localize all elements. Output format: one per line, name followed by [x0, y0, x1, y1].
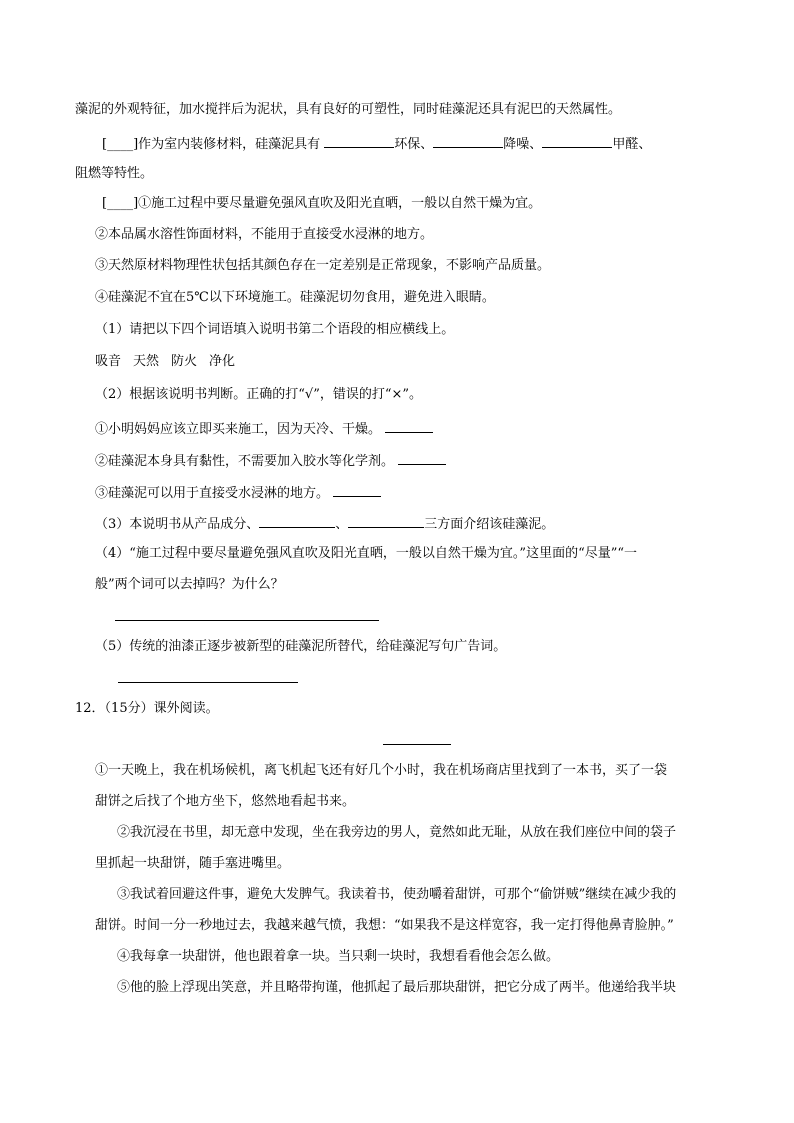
question-2: （2）根据该说明书判断。正确的打“√”，错误的打“×”。	[95, 387, 423, 402]
question-5: （5）传统的油漆正逐步被新型的硅藻泥所替代，给硅藻泥写句广告词。	[95, 639, 507, 654]
question-2-b: ②硅藻泥本身具有黏性，不需要加入胶水等化学剂。	[95, 450, 794, 471]
story-paragraph-5: ⑤他的脸上浮现出笑意，并且略带拘谨，他抓起了最后那块甜饼，把它分成了两半。他递给我半块	[117, 980, 677, 995]
story-paragraph-1-line2: 甜饼之后找了个地方坐下，悠然地看起书来。	[95, 794, 356, 809]
word-list	[95, 353, 794, 371]
features-paragraph-line2: 阻燃等特性。	[75, 166, 154, 181]
story-paragraph-2-line2: 里抓起一块甜饼，随手塞进嘴里。	[95, 856, 291, 871]
care-item-1: [____]①施工过程中要尽量避免强风直吹及阳光直晒，一般以自然干燥为宜。	[102, 196, 542, 211]
question-3: （3）本说明书从产品成分、 、 三方面介绍该硅藻泥。	[95, 513, 794, 534]
feature-blank-3[interactable]	[542, 133, 612, 148]
story-title-blank[interactable]	[383, 744, 451, 745]
feature-blank-2[interactable]	[433, 133, 503, 148]
answer-blank-2a[interactable]	[385, 418, 433, 433]
answer-blank-3b[interactable]	[348, 513, 424, 528]
story-paragraph-3-line2: 甜饼。时间一分一秒地过去，我越来越气愤，我想：“如果我不是这样宽容，我一定打得他鼻青脸肿。”	[95, 918, 674, 933]
answer-line-5[interactable]	[118, 682, 298, 683]
story-paragraph-2-line1: ②我沉浸在书里，却无意中发现，坐在我旁边的男人，竟然如此无耻，从放在我们座位中间的袋子	[117, 825, 677, 840]
story-paragraph-1-line1: ①一天晚上，我在机场候机，离飞机起飞还有好几个小时，我在机场商店里找到了一本书，买了一袋	[95, 763, 668, 778]
answer-blank-2c[interactable]	[333, 482, 381, 497]
care-item-4: ④硅藻泥不宜在5℃以下环境施工。硅藻泥切勿食用，避免进入眼睛。	[95, 290, 495, 305]
question-4-line2: 般”两个词可以去掉吗？为什么？	[95, 577, 284, 592]
section-12-heading: 12．（15分）课外阅读。	[75, 701, 219, 716]
story-paragraph-4: ④我每拿一块甜饼，他也跟着拿一块。当只剩一块时，我想看看他会怎么做。	[117, 949, 560, 964]
intro-paragraph: 藻泥的外观特征，加水搅拌后为泥状，具有良好的可塑性，同时硅藻泥还具有泥巴的天然属性。	[75, 102, 622, 117]
care-item-2: ②本品属水溶性饰面材料，不能用于直接受水浸淋的地方。	[95, 227, 434, 242]
care-item-3: ③天然原材料物理性状包括其颜色存在一定差别是正常现象，不影响产品质量。	[95, 258, 551, 273]
word-1: 吸音	[95, 354, 122, 369]
word-4: 净化	[209, 354, 236, 369]
question-2-c: ③硅藻泥可以用于直接受水浸淋的地方。	[95, 482, 794, 503]
features-paragraph-line1: [____]作为室内装修材料，硅藻泥具有 环保、 降噪、 甲醛、	[102, 133, 794, 154]
question-1: （1）请把以下四个词语填入说明书第二个语段的相应横线上。	[95, 322, 455, 337]
story-paragraph-3-line1: ③我试着回避这件事，避免大发脾气。我读着书，使劲嚼着甜饼，可那个“偷饼贼”继续在减少我的	[117, 887, 677, 902]
question-2-a: ①小明妈妈应该立即买来施工，因为天冷、干燥。	[95, 418, 794, 439]
word-2: 天然	[133, 354, 160, 369]
question-4-line1: （4）“施工过程中要尽量避免强风直吹及阳光直晒，一般以自然干燥为宜。”这里面的“尽量”“一	[95, 546, 638, 561]
answer-blank-3a[interactable]	[259, 513, 335, 528]
word-3: 防火	[171, 354, 198, 369]
feature-blank-1[interactable]	[324, 133, 394, 148]
answer-line-4[interactable]	[115, 620, 379, 621]
answer-blank-2b[interactable]	[398, 450, 446, 465]
